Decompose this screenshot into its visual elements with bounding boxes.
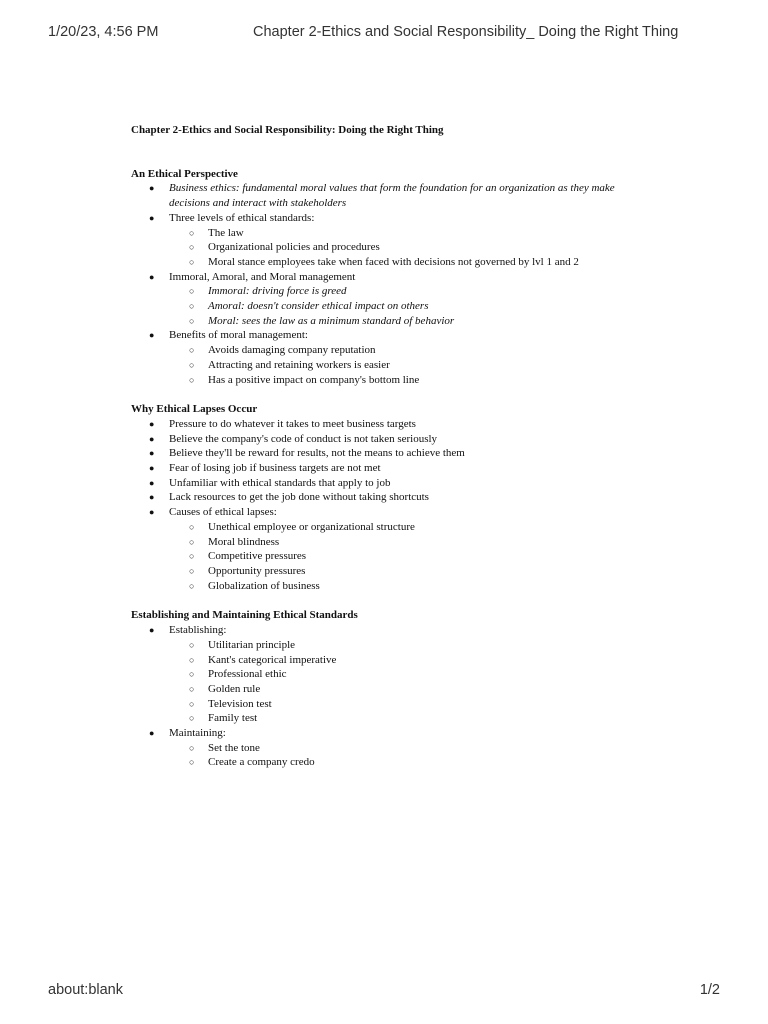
section [131,402,651,593]
list-item [131,328,651,387]
hollow-bullet-icon: ○ [189,345,195,356]
page-number: 1/2 [699,982,720,998]
sub-list-item-text: Professional ethic [208,668,287,681]
sub-list-item-text: Opportunity pressures [208,564,306,577]
sub-list-item-text: Create a company credo [208,756,315,769]
list-item [131,461,651,476]
list-item-text: Immoral, Amoral, and Moral management [169,270,356,283]
list-item-text: Establishing: [169,624,227,637]
list-item-text: Maintaining: [169,727,226,740]
bullet-icon: ● [149,507,155,518]
sub-list-item [131,255,651,270]
sub-list-item-text: Unethical employee or organizational structure [208,520,415,533]
sub-list-item [131,579,651,594]
print-datetime: 1/20/23, 4:56 PM [48,24,159,40]
hollow-bullet-icon: ○ [189,713,195,724]
sub-list-item-text: Family test [208,712,258,725]
sub-list-item [131,711,651,726]
list-item [131,211,651,270]
sub-list-item [131,667,651,682]
section [131,608,651,770]
sub-list-item [131,755,651,770]
bullet-icon: ● [149,212,155,223]
sub-list-item-text: Globalization of business [208,579,320,592]
hollow-bullet-icon: ○ [189,551,195,562]
hollow-bullet-icon: ○ [189,742,195,753]
hollow-bullet-icon: ○ [189,242,195,253]
sub-list-item-text: Utilitarian principle [208,638,296,651]
sub-bullet-list [169,284,651,328]
list-item-text: Pressure to do whatever it takes to meet business targets [169,417,416,430]
sub-list-item [131,564,651,579]
sub-list-item-text: Has a positive impact on company's bottom line [208,373,420,386]
hollow-bullet-icon: ○ [189,374,195,385]
bullet-list [131,181,651,387]
bullet-icon: ● [149,418,155,429]
sub-list-item-text: Set the tone [208,741,260,754]
list-item [131,270,651,329]
sub-list-item [131,535,651,550]
hollow-bullet-icon: ○ [189,683,195,694]
hollow-bullet-icon: ○ [189,580,195,591]
hollow-bullet-icon: ○ [189,359,195,370]
sub-bullet-list [169,741,651,770]
hollow-bullet-icon: ○ [189,669,195,680]
sub-list-item [131,358,651,373]
sub-list-item [131,299,651,314]
hollow-bullet-icon: ○ [189,536,195,547]
sub-list-item [131,343,651,358]
sub-list-item-text: Amoral: doesn't consider ethical impact on others [208,300,429,313]
list-item-text: Fear of losing job if business targets are not met [169,462,381,475]
sub-list-item-text: Moral stance employees take when faced with decisions not governed by lvl 1 and 2 [208,255,579,268]
hollow-bullet-icon: ○ [189,757,195,768]
sub-bullet-list [169,638,651,726]
sub-list-item-text: The law [208,226,244,239]
print-url: about:blank [48,982,123,998]
sub-list-item [131,240,651,255]
sub-list-item-text: Moral: sees the law as a minimum standard of behavior [208,314,455,327]
list-item [131,490,651,505]
list-item [131,181,651,210]
sub-list-item-text: Immoral: driving force is greed [208,285,347,298]
sub-list-item-text: Organizational policies and procedures [208,241,380,254]
hollow-bullet-icon: ○ [189,565,195,576]
sub-list-item-text: Moral blindness [208,535,280,548]
document-body [131,123,651,785]
list-item [131,476,651,491]
list-item-text: Unfamiliar with ethical standards that apply to job [169,476,391,489]
bullet-icon: ● [149,492,155,503]
hollow-bullet-icon: ○ [189,315,195,326]
sub-list-item [131,314,651,329]
hollow-bullet-icon: ○ [189,654,195,665]
sub-bullet-list [169,343,651,387]
bullet-icon: ● [149,433,155,444]
sub-list-item [131,373,651,388]
list-item-text: Believe the company's code of conduct is not taken seriously [169,432,438,445]
list-item [131,446,651,461]
sub-list-item-text: Kant's categorical imperative [208,653,337,666]
bullet-list [131,623,651,770]
sub-list-item [131,741,651,756]
hollow-bullet-icon: ○ [189,639,195,650]
list-item-text: Three levels of ethical standards: [169,211,315,224]
sub-list-item [131,638,651,653]
sub-list-item [131,682,651,697]
sub-bullet-list [169,226,651,270]
document-sections [131,167,651,770]
sub-list-item [131,653,651,668]
sub-list-item [131,549,651,564]
section-heading: Why Ethical Lapses Occur [131,403,258,416]
hollow-bullet-icon: ○ [189,521,195,532]
sub-list-item-text: Attracting and retaining workers is easier [208,358,390,371]
sub-bullet-list [169,520,651,594]
list-item [131,726,651,770]
hollow-bullet-icon: ○ [189,698,195,709]
list-item [131,432,651,447]
bullet-icon: ● [149,728,155,739]
bullet-icon: ● [149,625,155,636]
document-title: Chapter 2-Ethics and Social Responsibility: Doing the Right Thing [131,124,444,136]
list-item-text: Causes of ethical lapses: [169,506,277,519]
sub-list-item [131,226,651,241]
bullet-icon: ● [149,330,155,341]
list-item [131,623,651,726]
bullet-icon: ● [149,448,155,459]
list-item [131,417,651,432]
sub-list-item-text: Competitive pressures [208,550,307,563]
hollow-bullet-icon: ○ [189,301,195,312]
sub-list-item [131,284,651,299]
bullet-icon: ● [149,183,155,194]
bullet-icon: ● [149,463,155,474]
sub-list-item-text: Avoids damaging company reputation [208,344,376,357]
section-heading: An Ethical Perspective [131,167,238,180]
print-header [0,24,768,44]
hollow-bullet-icon: ○ [189,227,195,238]
list-item-text: Business ethics: fundamental moral values that form the foundation for an organization as they make decisions and interact with stakeholders [169,182,615,210]
sub-list-item [131,697,651,712]
list-item [131,505,651,593]
hollow-bullet-icon: ○ [189,286,195,297]
section-heading: Establishing and Maintaining Ethical Standards [131,609,358,622]
section [131,167,651,388]
sub-list-item [131,520,651,535]
bullet-list [131,417,651,593]
list-item-text: Benefits of moral management: [169,329,308,342]
hollow-bullet-icon: ○ [189,256,195,267]
sub-list-item-text: Television test [208,697,272,710]
bullet-icon: ● [149,477,155,488]
list-item-text: Believe they'll be reward for results, not the means to achieve them [169,447,465,460]
sub-list-item-text: Golden rule [208,682,261,695]
print-title: Chapter 2-Ethics and Social Responsibility_ Doing the Right Thing [253,24,679,40]
list-item-text: Lack resources to get the job done without taking shortcuts [169,491,429,504]
bullet-icon: ● [149,271,155,282]
